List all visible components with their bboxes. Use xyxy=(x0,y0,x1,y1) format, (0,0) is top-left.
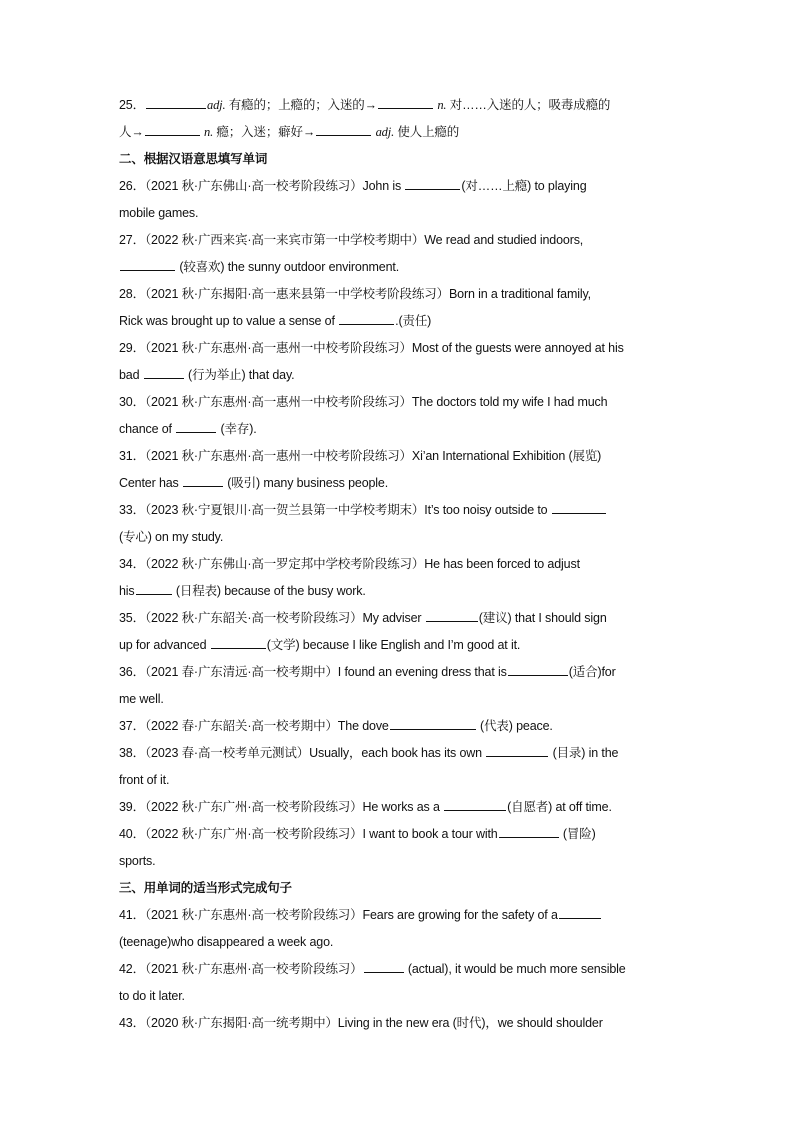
answer-blank[interactable] xyxy=(378,95,433,109)
answer-blank[interactable] xyxy=(405,176,460,190)
question-text: (文学) because I like English and I’m good at it. xyxy=(266,638,521,652)
question-33-cont: (专心) on my study. xyxy=(119,530,224,544)
item-25-line-2 xyxy=(119,119,675,146)
question-42 xyxy=(119,956,675,983)
meaning-text: 人→ xyxy=(119,125,144,139)
meaning-text: 瘾；入迷；癖好→ xyxy=(213,125,316,139)
question-text: 37．（2022 春·广东韶关·高一校考期中）The dove xyxy=(119,719,389,733)
question-35 xyxy=(119,605,675,632)
answer-blank[interactable] xyxy=(176,419,216,433)
meaning-text: 使人上瘾的 xyxy=(394,125,460,139)
question-text: bad xyxy=(119,368,143,382)
question-text: (actual), it would be much more sensible xyxy=(404,962,626,976)
question-30: 30．（2021 秋·广东惠州·高一惠州一中校考阶段练习）The doctors told my wife I had much xyxy=(119,395,608,409)
question-text: 36．（2021 春·广东清远·高一校考期中）I found an evening dress that is xyxy=(119,665,507,679)
answer-blank[interactable] xyxy=(136,581,172,595)
question-28: 28．（2021 秋·广东揭阳·高一惠来县第一中学校考阶段练习）Born in a traditional family, xyxy=(119,287,591,301)
question-40-cont: sports. xyxy=(119,854,156,868)
question-text: up for advanced xyxy=(119,638,210,652)
answer-blank[interactable] xyxy=(444,797,506,811)
question-31-cont xyxy=(119,470,675,497)
question-26-cont: mobile games. xyxy=(119,206,199,220)
question-36 xyxy=(119,659,675,686)
answer-blank[interactable] xyxy=(144,365,184,379)
question-text: (对……上瘾) to playing xyxy=(461,179,587,193)
question-text: (建议) that I should sign xyxy=(478,611,607,625)
question-text: his xyxy=(119,584,135,598)
question-text: 41．（2021 秋·广东惠州·高一校考阶段练习）Fears are growing for the safety of a xyxy=(119,908,558,922)
question-text: (代表) peace. xyxy=(476,719,553,733)
question-36-cont: me well. xyxy=(119,692,164,706)
part-of-speech: n. xyxy=(437,98,447,112)
question-28-cont xyxy=(119,308,675,335)
question-34-cont xyxy=(119,578,675,605)
part-of-speech: adj. xyxy=(206,98,226,112)
answer-blank[interactable] xyxy=(364,959,404,973)
answer-blank[interactable] xyxy=(316,122,371,136)
question-text: 40．（2022 秋·广东广州·高一校考阶段练习）I want to book a tour with xyxy=(119,827,498,841)
question-text: (自愿者) at off time. xyxy=(507,800,612,814)
question-text: 26．（2021 秋·广东佛山·高一校考阶段练习）John is xyxy=(119,179,405,193)
question-27-cont xyxy=(119,254,675,281)
question-text: (幸存). xyxy=(217,422,257,436)
item-number: 25． xyxy=(119,98,145,112)
answer-blank[interactable] xyxy=(552,500,606,514)
question-text: Rick was brought up to value a sense of xyxy=(119,314,339,328)
question-41-cont: (teenage)who disappeared a week ago. xyxy=(119,935,334,949)
question-text: Center has xyxy=(119,476,182,490)
question-text: .(责任) xyxy=(395,314,432,328)
answer-blank[interactable] xyxy=(390,716,476,730)
question-37 xyxy=(119,713,675,740)
question-text: (日程表) because of the busy work. xyxy=(172,584,366,598)
question-30-cont xyxy=(119,416,675,443)
question-39 xyxy=(119,794,675,821)
item-25-line-1 xyxy=(119,92,675,119)
part-of-speech: adj. xyxy=(375,125,395,139)
meaning-text: 对……入迷的人；吸毒成瘾的 xyxy=(446,98,611,112)
answer-blank[interactable] xyxy=(339,311,394,325)
question-text: 42．（2021 秋·广东惠州·高一校考阶段练习） xyxy=(119,962,363,976)
question-text: 39．（2022 秋·广东广州·高一校考阶段练习）He works as a xyxy=(119,800,444,814)
document-body xyxy=(119,92,675,1037)
question-text: (冒险) xyxy=(559,827,596,841)
question-text: chance of xyxy=(119,422,176,436)
answer-blank[interactable] xyxy=(146,95,206,109)
question-41 xyxy=(119,902,675,929)
answer-blank[interactable] xyxy=(559,905,601,919)
answer-blank[interactable] xyxy=(211,635,266,649)
question-43: 43．（2020 秋·广东揭阳·高一统考期中）Living in the new era (时代)，we should shoulder xyxy=(119,1016,603,1030)
answer-blank[interactable] xyxy=(508,662,568,676)
answer-blank[interactable] xyxy=(499,824,559,838)
question-text: (吸引) many business people. xyxy=(223,476,389,490)
question-text: (目录) in the xyxy=(549,746,619,760)
question-text: 35．（2022 秋·广东韶关·高一校考阶段练习）My adviser xyxy=(119,611,425,625)
question-31: 31．（2021 秋·广东惠州·高一惠州一中校考阶段练习）Xi’an International Exhibition (展览) xyxy=(119,449,602,463)
answer-blank[interactable] xyxy=(120,257,175,271)
section-3-heading: 三、用单词的适当形式完成句子 xyxy=(119,881,292,895)
question-text: 33．（2023 秋·宁夏银川·高一贺兰县第一中学校考期末）It’s too noisy outside to xyxy=(119,503,551,517)
question-35-cont xyxy=(119,632,675,659)
question-26 xyxy=(119,173,675,200)
question-38-cont: front of it. xyxy=(119,773,170,787)
part-of-speech: n. xyxy=(204,125,214,139)
question-text: 38．（2023 春·高一校考单元测试）Usually，each book has its own xyxy=(119,746,486,760)
question-text: (适合)for xyxy=(568,665,616,679)
question-33 xyxy=(119,497,675,524)
question-34: 34．（2022 秋·广东佛山·高一罗定邦中学校考阶段练习）He has been forced to adjust xyxy=(119,557,580,571)
answer-blank[interactable] xyxy=(145,122,200,136)
question-29: 29．（2021 秋·广东惠州·高一惠州一中校考阶段练习）Most of the guests were annoyed at his xyxy=(119,341,624,355)
question-40 xyxy=(119,821,675,848)
answer-blank[interactable] xyxy=(183,473,223,487)
answer-blank[interactable] xyxy=(486,743,548,757)
question-29-cont xyxy=(119,362,675,389)
question-27: 27．（2022 秋·广西来宾·高一来宾市第一中学校考期中）We read and studied indoors, xyxy=(119,233,584,247)
meaning-text: 有瘾的；上瘾的；入迷的→ xyxy=(225,98,377,112)
question-42-cont: to do it later. xyxy=(119,989,185,1003)
question-text: (行为举止) that day. xyxy=(184,368,295,382)
question-38 xyxy=(119,740,675,767)
question-text: (较喜欢) the sunny outdoor environment. xyxy=(176,260,400,274)
answer-blank[interactable] xyxy=(426,608,478,622)
section-2-heading: 二、根据汉语意思填写单词 xyxy=(119,152,268,166)
